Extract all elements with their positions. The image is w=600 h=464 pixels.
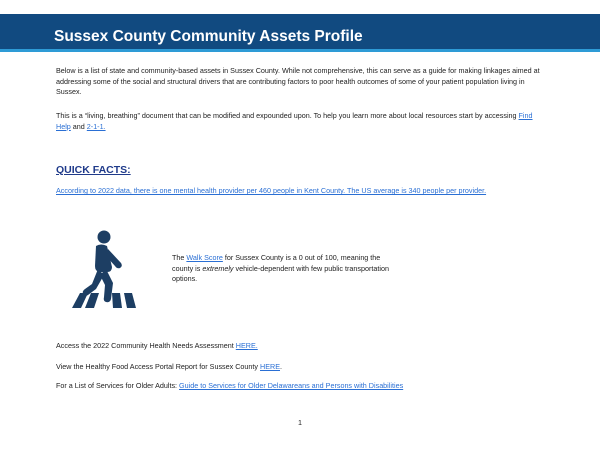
mental-health-data-link[interactable]: According to 2022 data, there is one mental health provider per 460 people in Kent County. The US average is 340 people per provider. — [56, 186, 487, 195]
walk-score-end: vehicle-dependent with few public transportation options. — [172, 263, 389, 283]
older-adults-guide-link[interactable]: Guide to Services for Older Delawareans and Persons with Disabilities — [179, 381, 404, 390]
quick-facts-heading: QUICK FACTS: — [56, 164, 131, 176]
food-here-link[interactable]: HERE — [260, 362, 280, 371]
chna-text: Access the 2022 Community Health Needs Assessment — [56, 341, 234, 350]
pedestrian-crossing-icon — [66, 229, 146, 309]
page-number: 1 — [298, 418, 302, 427]
and-text: and — [72, 121, 85, 131]
chna-here-link[interactable]: HERE. — [235, 341, 258, 350]
walk-score-link[interactable]: Walk Score — [186, 253, 223, 262]
find-help-link[interactable]: Find Help — [56, 111, 533, 131]
intro-paragraph: Below is a list of state and community-based assets in Sussex County. While not comprehensive, this can serve as a guide for making linkages aimed at addressing some of the social and structural drivers that are contributing factors to poor health outcomes of some of your patient population living in Sussex. — [56, 66, 540, 96]
older-adults-line — [56, 381, 546, 392]
walk-score-mid: for Sussex County is a 0 out of 100, meaning the county is — [172, 253, 381, 273]
chna-line — [56, 341, 546, 352]
living-document-paragraph — [56, 111, 546, 132]
walk-score-text — [172, 253, 392, 285]
walk-the: The — [172, 253, 185, 262]
page-title: Sussex County Community Assets Profile — [54, 28, 363, 45]
mental-health-fact — [56, 186, 526, 197]
walk-emphasis: extremely — [202, 263, 234, 273]
header-accent-stripe — [0, 49, 600, 52]
food-text: View the Healthy Food Access Portal Report for Sussex County — [56, 362, 259, 371]
living-text: This is a “living, breathing” document that can be modified and expounded upon. To help you learn more about local resources start by accessing — [56, 111, 517, 120]
food-access-line — [56, 362, 546, 373]
two-one-one-link[interactable]: 2-1-1. — [86, 121, 106, 131]
older-text: For a List of Services for Older Adults: — [56, 381, 178, 390]
food-end: . — [280, 362, 282, 371]
